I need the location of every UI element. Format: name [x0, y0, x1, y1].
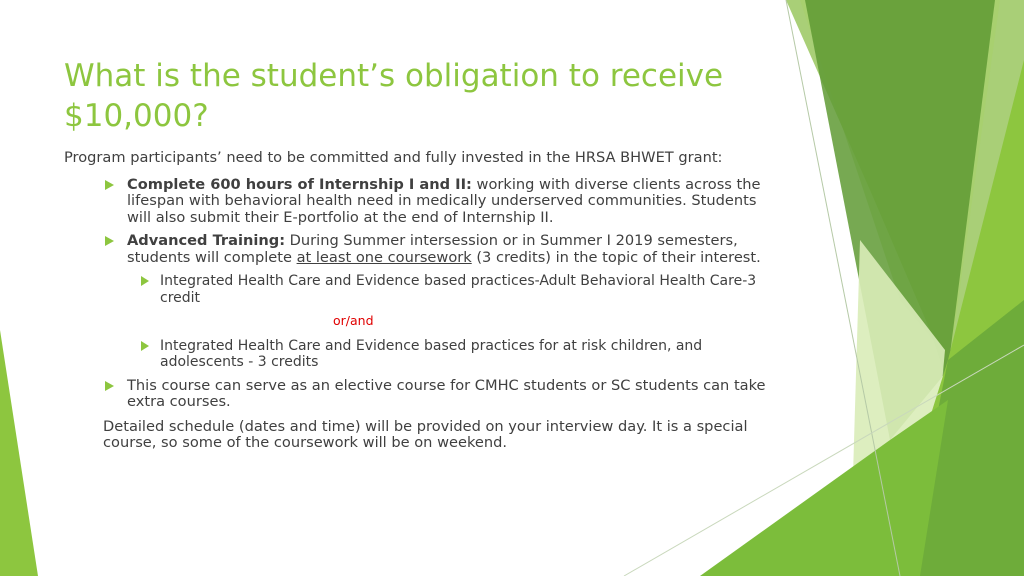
bullet-internship-heading: Complete 600 hours of Internship I and II:: [127, 175, 472, 193]
sub-bullet-adult-text: Integrated Health Care and Evidence based practices-Adult Behavioral Health Care-3 credit: [160, 273, 757, 306]
bullet-internship-text: working with diverse clients across the lifespan with behavioral health need in medically underserved communities. Students will also submit their E-portfolio at the end of Internship II.: [127, 175, 761, 226]
bullet-advanced-text-post: (3 credits) in the topic of their interest.: [471, 248, 761, 266]
or-and-label: or/and: [333, 313, 374, 328]
closing-text: Detailed schedule (dates and time) will be provided on your interview day. It is a special course, so some of the coursework will be on weekend.: [103, 417, 748, 451]
intro-text: Program participants’ need to be committed and fully invested in the HRSA BHWET grant:: [64, 149, 723, 166]
bullet-advanced-heading: Advanced Training:: [127, 232, 286, 249]
bullet-advanced-text-pre: During Summer intersession or in Summer I 2019 semesters, students will complete: [127, 232, 738, 266]
arrow-bullet-icon: [141, 341, 149, 351]
sub-bullet-adult: [160, 273, 779, 306]
bullet-internship: [127, 177, 779, 227]
arrow-bullet-icon: [105, 236, 114, 246]
arrow-bullet-icon: [105, 381, 114, 391]
sub-bullet-children-text: Integrated Health Care and Evidence based practices for at risk children, and adolescents - 3 credits: [160, 337, 703, 370]
sub-bullet-children: [160, 338, 779, 371]
bullet-advanced-training: [127, 233, 779, 266]
green-shape-left-strip: [0, 330, 38, 576]
bullet-elective-text: This course can serve as an elective course for CMHC students or SC students can take extra courses.: [127, 376, 766, 410]
arrow-bullet-icon: [105, 180, 114, 190]
slide-body: [64, 150, 779, 452]
bullet-elective: [127, 378, 779, 411]
arrow-bullet-icon: [141, 276, 149, 286]
slide-title: What is the student’s obligation to receive $10,000?: [64, 58, 724, 134]
bullet-advanced-underline: at least one coursework: [296, 248, 472, 266]
